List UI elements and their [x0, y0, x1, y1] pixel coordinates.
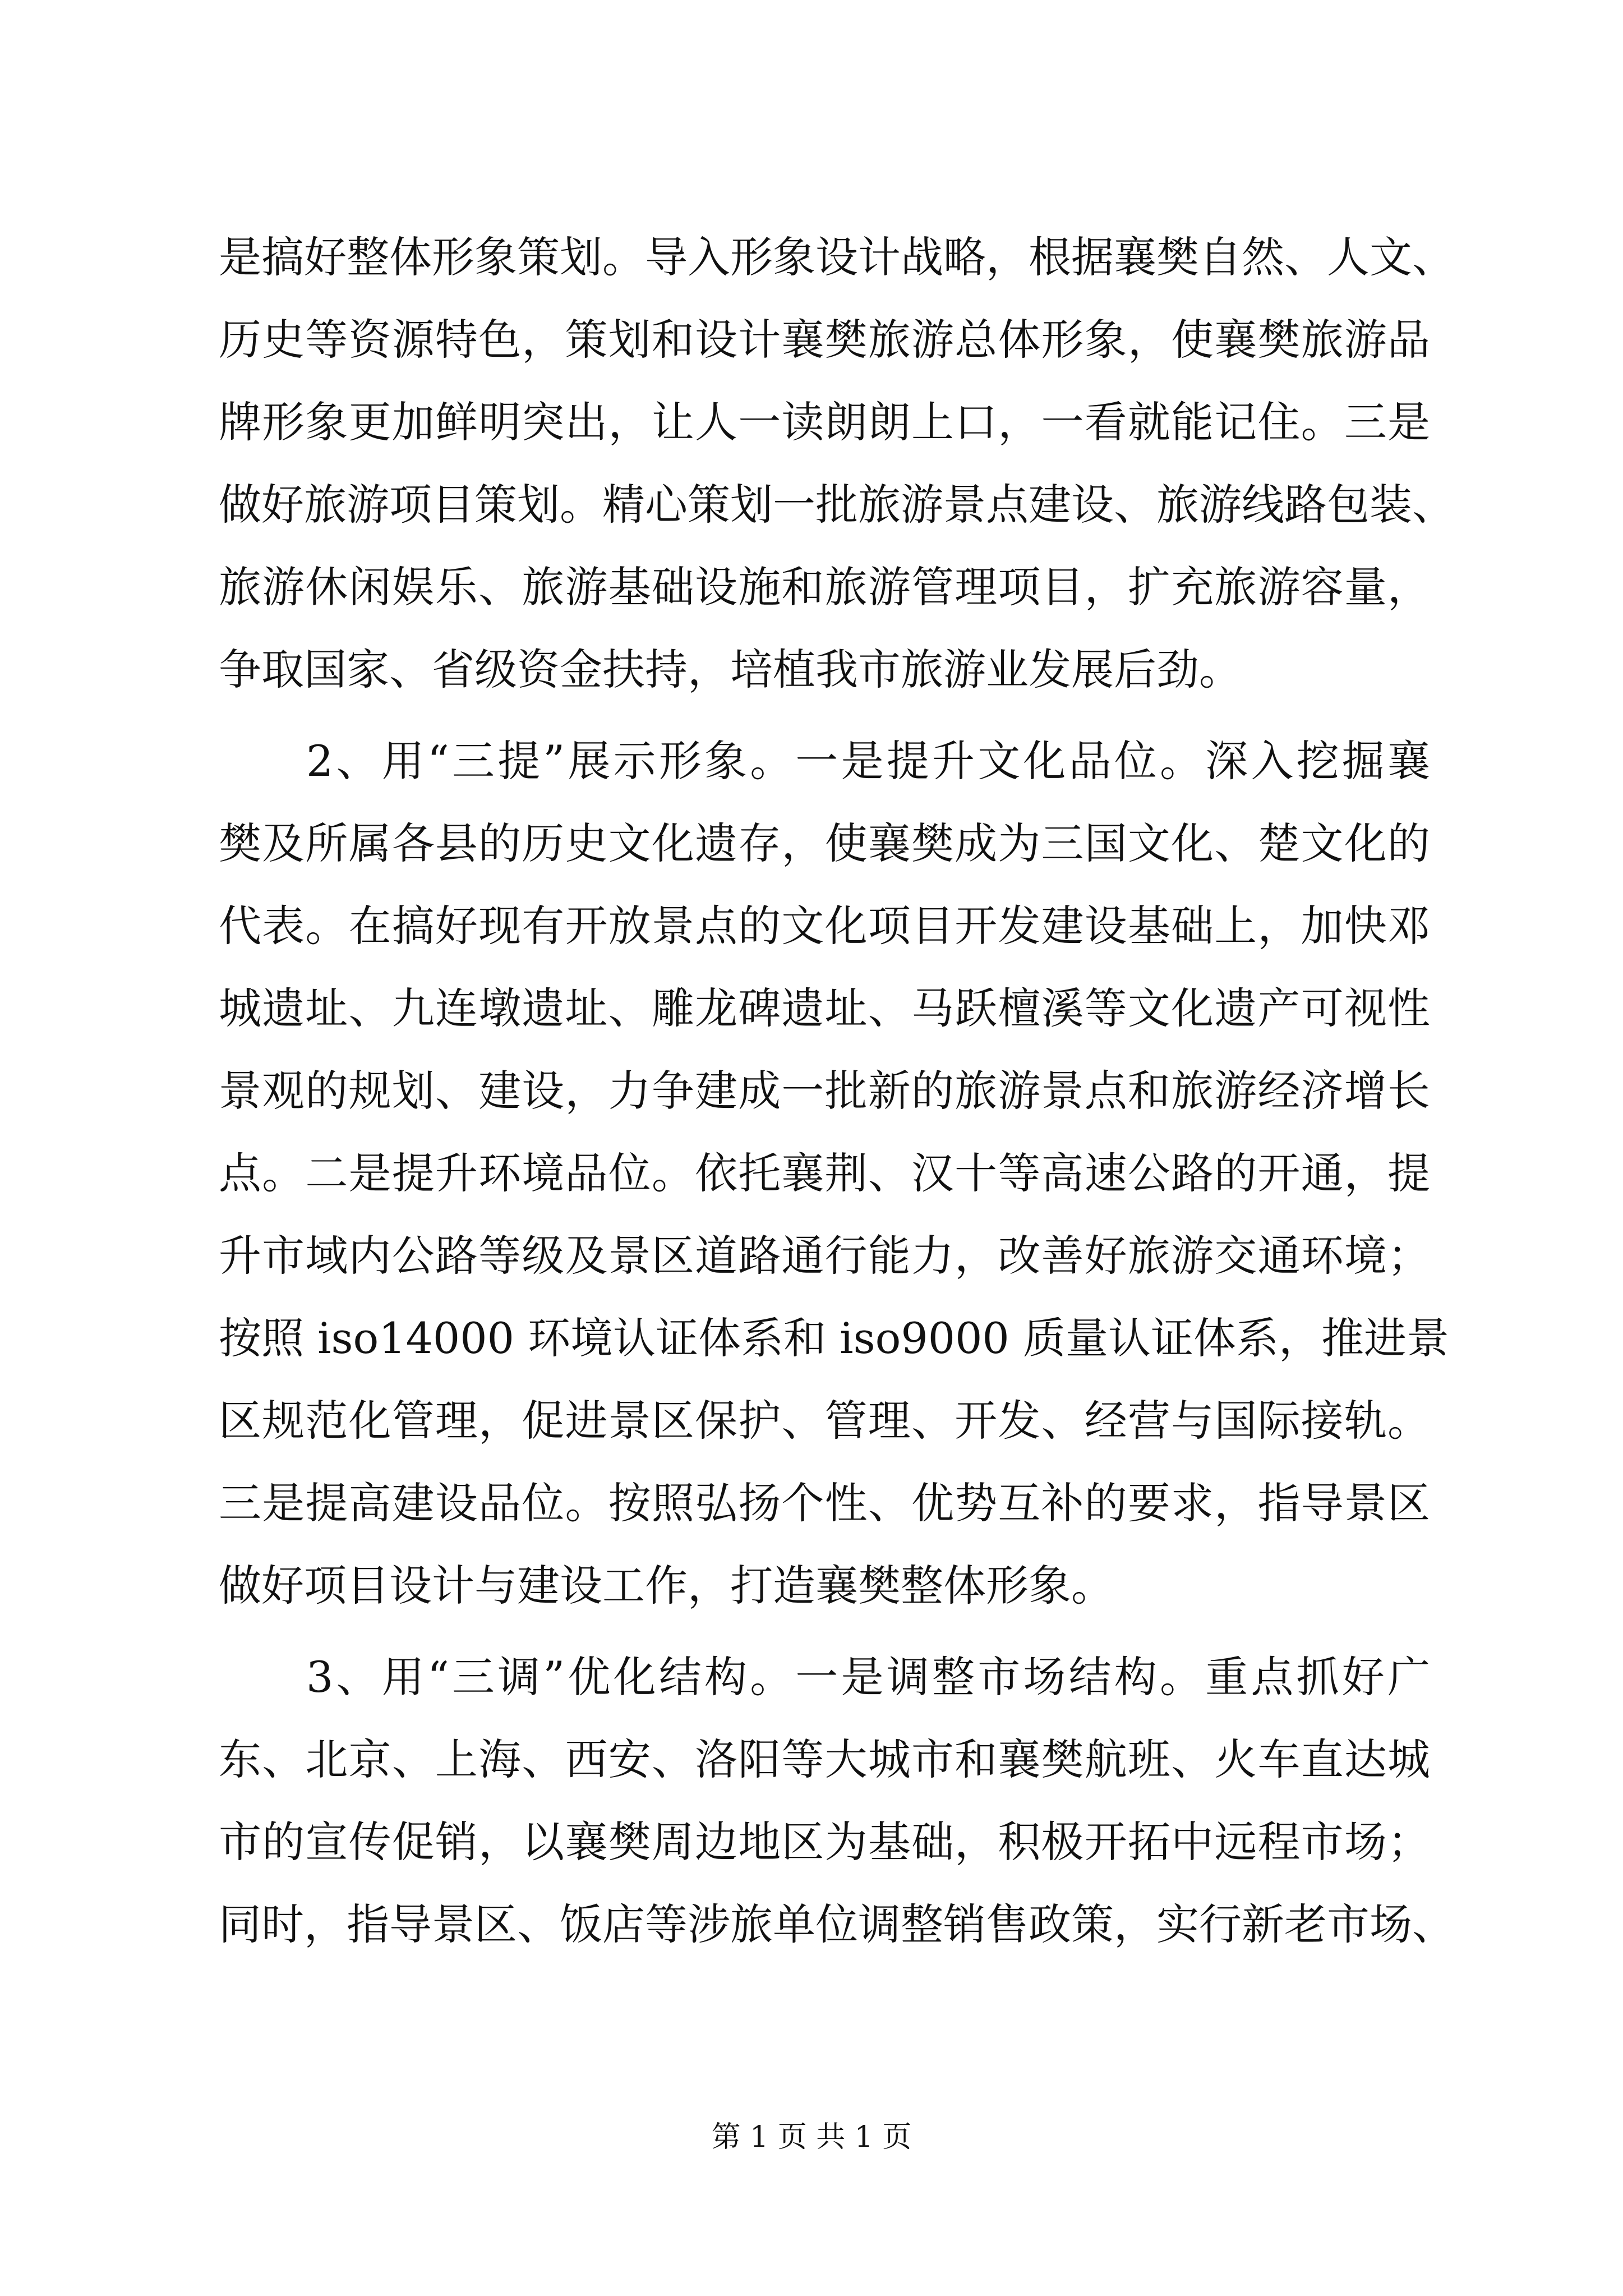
text-line: 东、北京、上海、西安、洛阳等大城市和襄樊航班、火车直达城 — [219, 1734, 1430, 1784]
text-line: 旅游休闲娱乐、旅游基础设施和旅游管理项目，扩充旅游容量， — [219, 562, 1430, 612]
paragraph-spacer — [219, 711, 1430, 720]
page-footer — [0, 2118, 1623, 2157]
text-line: 三是提高建设品位。按照弘扬个性、优势互补的要求，指导景区 — [219, 1478, 1430, 1528]
text-line: 代表。在搞好现有开放景点的文化项目开发建设基础上，加快邓 — [219, 901, 1430, 951]
text-line: 做好旅游项目策划。精心策划一批旅游景点建设、旅游线路包装、 — [219, 480, 1455, 530]
text-line: 点。二是提升环境品位。依托襄荆、汉十等高速公路的开通，提 — [219, 1148, 1430, 1198]
text-line: 区规范化管理，促进景区保护、管理、开发、经营与国际接轨。 — [219, 1396, 1430, 1446]
text-line: 牌形象更加鲜明突出，让人一读朗朗上口，一看就能记住。三是 — [219, 397, 1430, 447]
text-line: 争取国家、省级资金扶持，培植我市旅游业发展后劲。 — [219, 645, 1242, 694]
paragraph-2 — [219, 720, 1449, 1627]
text-line: 2、用“三提”展示形象。一是提升文化品位。深入挖掘襄 — [306, 736, 1430, 786]
text-line: 樊及所属各县的历史文化遗存，使襄樊成为三国文化、楚文化的 — [219, 818, 1430, 868]
paragraph-3 — [219, 1636, 1455, 1966]
text-line: 做好项目设计与建设工作，打造襄樊整体形象。 — [219, 1561, 1114, 1611]
page-number-label: 第 1 页 共 1 页 — [711, 2120, 912, 2154]
text-line: 3、用“三调”优化结构。一是调整市场结构。重点抓好广 — [306, 1652, 1430, 1702]
document-body — [219, 216, 1455, 1966]
text-line: 历史等资源特色，策划和设计襄樊旅游总体形象，使襄樊旅游品 — [219, 315, 1430, 365]
text-line: 同时，指导景区、饭店等涉旅单位调整销售政策，实行新老市场、 — [219, 1899, 1455, 1949]
text-line: 市的宣传促销，以襄樊周边地区为基础，积极开拓中远程市场； — [219, 1817, 1430, 1867]
text-line: 升市域内公路等级及景区道路通行能力，改善好旅游交通环境； — [219, 1231, 1430, 1281]
text-line: 城遗址、九连墩遗址、雕龙碑遗址、马跃檀溪等文化遗产可视性 — [219, 983, 1430, 1033]
paragraph-spacer — [219, 1627, 1430, 1636]
text-line: 按照 iso14000 环境认证体系和 iso9000 质量认证体系，推进景 — [219, 1313, 1449, 1363]
text-line: 景观的规划、建设，力争建成一批新的旅游景点和旅游经济增长 — [219, 1066, 1430, 1116]
text-line: 是搞好整体形象策划。导入形象设计战略，根据襄樊自然、人文、 — [219, 232, 1455, 282]
paragraph-1 — [219, 216, 1455, 711]
